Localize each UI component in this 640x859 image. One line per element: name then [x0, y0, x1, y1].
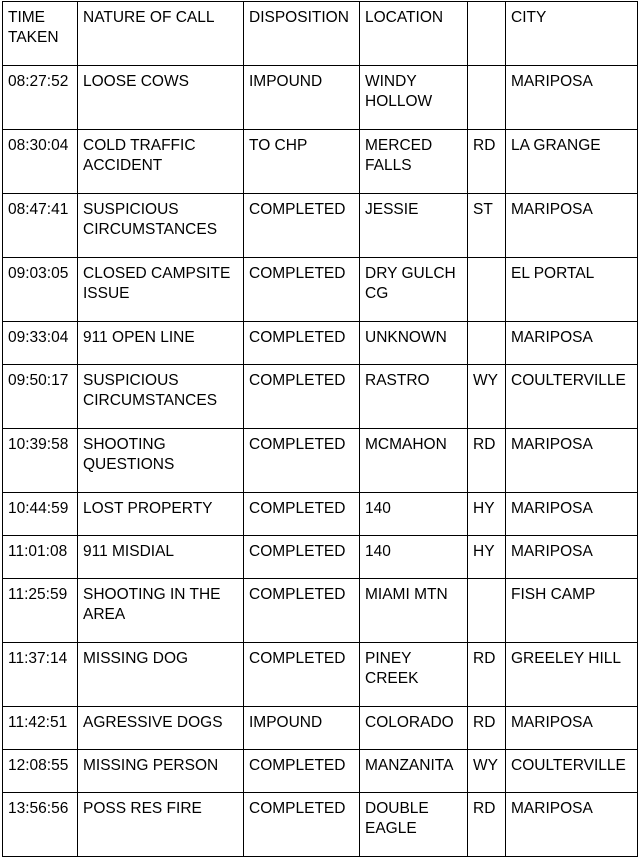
- cell-time-taken: 10:39:58: [3, 429, 78, 493]
- cell-street-suffix: WY: [468, 750, 506, 793]
- cell-disposition: COMPLETED: [244, 493, 360, 536]
- cell-location: 140: [360, 536, 468, 579]
- cell-nature-of-call: SHOOTING IN THE AREA: [78, 579, 244, 643]
- cell-disposition: COMPLETED: [244, 429, 360, 493]
- cell-street-suffix: [468, 579, 506, 643]
- cell-disposition: TO CHP: [244, 130, 360, 194]
- cell-street-suffix: HY: [468, 493, 506, 536]
- cell-time-taken: 11:42:51: [3, 707, 78, 750]
- table-row: [3, 579, 638, 643]
- cell-time-taken: 11:37:14: [3, 643, 78, 707]
- cell-disposition: COMPLETED: [244, 258, 360, 322]
- table-row: [3, 258, 638, 322]
- table-row: [3, 643, 638, 707]
- cell-city: EL PORTAL: [506, 258, 638, 322]
- cell-nature-of-call: SUSPICIOUS CIRCUMSTANCES: [78, 365, 244, 429]
- cell-city: MARIPOSA: [506, 707, 638, 750]
- table-row: [3, 707, 638, 750]
- cell-city: MARIPOSA: [506, 66, 638, 130]
- cell-city: MARIPOSA: [506, 194, 638, 258]
- cell-location: JESSIE: [360, 194, 468, 258]
- cell-nature-of-call: 911 MISDIAL: [78, 536, 244, 579]
- cell-city: COULTERVILLE: [506, 750, 638, 793]
- table-row: [3, 194, 638, 258]
- cell-street-suffix: RD: [468, 707, 506, 750]
- cell-disposition: COMPLETED: [244, 365, 360, 429]
- cell-disposition: COMPLETED: [244, 793, 360, 857]
- cell-nature-of-call: SHOOTING QUESTIONS: [78, 429, 244, 493]
- cell-disposition: COMPLETED: [244, 643, 360, 707]
- cell-street-suffix: RD: [468, 643, 506, 707]
- cell-nature-of-call: COLD TRAFFIC ACCIDENT: [78, 130, 244, 194]
- cell-nature-of-call: LOST PROPERTY: [78, 493, 244, 536]
- cell-city: MARIPOSA: [506, 493, 638, 536]
- cell-time-taken: 08:47:41: [3, 194, 78, 258]
- cell-time-taken: 09:50:17: [3, 365, 78, 429]
- cell-location: MANZANITA: [360, 750, 468, 793]
- cell-nature-of-call: AGRESSIVE DOGS: [78, 707, 244, 750]
- cell-disposition: COMPLETED: [244, 579, 360, 643]
- cell-street-suffix: [468, 322, 506, 365]
- table-row: [3, 365, 638, 429]
- header-disposition: DISPOSITION: [244, 2, 360, 66]
- cell-city: LA GRANGE: [506, 130, 638, 194]
- cell-location: UNKNOWN: [360, 322, 468, 365]
- cell-location: MCMAHON: [360, 429, 468, 493]
- cell-disposition: COMPLETED: [244, 194, 360, 258]
- cell-street-suffix: RD: [468, 130, 506, 194]
- cell-city: MARIPOSA: [506, 793, 638, 857]
- header-time-taken: TIME TAKEN: [3, 2, 78, 66]
- cell-location: DOUBLE EAGLE: [360, 793, 468, 857]
- table-row: [3, 793, 638, 857]
- cell-time-taken: 08:27:52: [3, 66, 78, 130]
- cell-city: FISH CAMP: [506, 579, 638, 643]
- call-log-body: [3, 66, 638, 857]
- cell-street-suffix: HY: [468, 536, 506, 579]
- cell-street-suffix: [468, 66, 506, 130]
- cell-nature-of-call: 911 OPEN LINE: [78, 322, 244, 365]
- cell-street-suffix: ST: [468, 194, 506, 258]
- table-row: [3, 429, 638, 493]
- cell-time-taken: 08:30:04: [3, 130, 78, 194]
- cell-nature-of-call: MISSING DOG: [78, 643, 244, 707]
- cell-location: RASTRO: [360, 365, 468, 429]
- cell-nature-of-call: MISSING PERSON: [78, 750, 244, 793]
- header-nature-of-call: NATURE OF CALL: [78, 2, 244, 66]
- table-row: [3, 750, 638, 793]
- cell-nature-of-call: CLOSED CAMPSITE ISSUE: [78, 258, 244, 322]
- cell-street-suffix: RD: [468, 793, 506, 857]
- cell-nature-of-call: SUSPICIOUS CIRCUMSTANCES: [78, 194, 244, 258]
- cell-street-suffix: WY: [468, 365, 506, 429]
- cell-disposition: COMPLETED: [244, 322, 360, 365]
- cell-nature-of-call: LOOSE COWS: [78, 66, 244, 130]
- table-row: [3, 66, 638, 130]
- cell-city: MARIPOSA: [506, 536, 638, 579]
- cell-location: 140: [360, 493, 468, 536]
- cell-street-suffix: [468, 258, 506, 322]
- cell-city: MARIPOSA: [506, 429, 638, 493]
- cell-disposition: COMPLETED: [244, 536, 360, 579]
- cell-location: DRY GULCH CG: [360, 258, 468, 322]
- cell-location: COLORADO: [360, 707, 468, 750]
- table-row: [3, 493, 638, 536]
- cell-time-taken: 09:03:05: [3, 258, 78, 322]
- header-row: [3, 2, 638, 66]
- table-row: [3, 130, 638, 194]
- header-location: LOCATION: [360, 2, 468, 66]
- cell-time-taken: 09:33:04: [3, 322, 78, 365]
- cell-time-taken: 11:01:08: [3, 536, 78, 579]
- header-city: CITY: [506, 2, 638, 66]
- cell-city: COULTERVILLE: [506, 365, 638, 429]
- cell-location: PINEY CREEK: [360, 643, 468, 707]
- cell-disposition: COMPLETED: [244, 750, 360, 793]
- cell-location: WINDY HOLLOW: [360, 66, 468, 130]
- cell-location: MERCED FALLS: [360, 130, 468, 194]
- cell-time-taken: 10:44:59: [3, 493, 78, 536]
- cell-time-taken: 13:56:56: [3, 793, 78, 857]
- cell-time-taken: 11:25:59: [3, 579, 78, 643]
- cell-city: MARIPOSA: [506, 322, 638, 365]
- cell-time-taken: 12:08:55: [3, 750, 78, 793]
- cell-street-suffix: RD: [468, 429, 506, 493]
- table-row: [3, 322, 638, 365]
- cell-location: MIAMI MTN: [360, 579, 468, 643]
- cell-city: GREELEY HILL: [506, 643, 638, 707]
- cell-disposition: IMPOUND: [244, 66, 360, 130]
- cell-nature-of-call: POSS RES FIRE: [78, 793, 244, 857]
- header-street-suffix: [468, 2, 506, 66]
- call-log-table: [2, 1, 638, 857]
- table-row: [3, 536, 638, 579]
- cell-disposition: IMPOUND: [244, 707, 360, 750]
